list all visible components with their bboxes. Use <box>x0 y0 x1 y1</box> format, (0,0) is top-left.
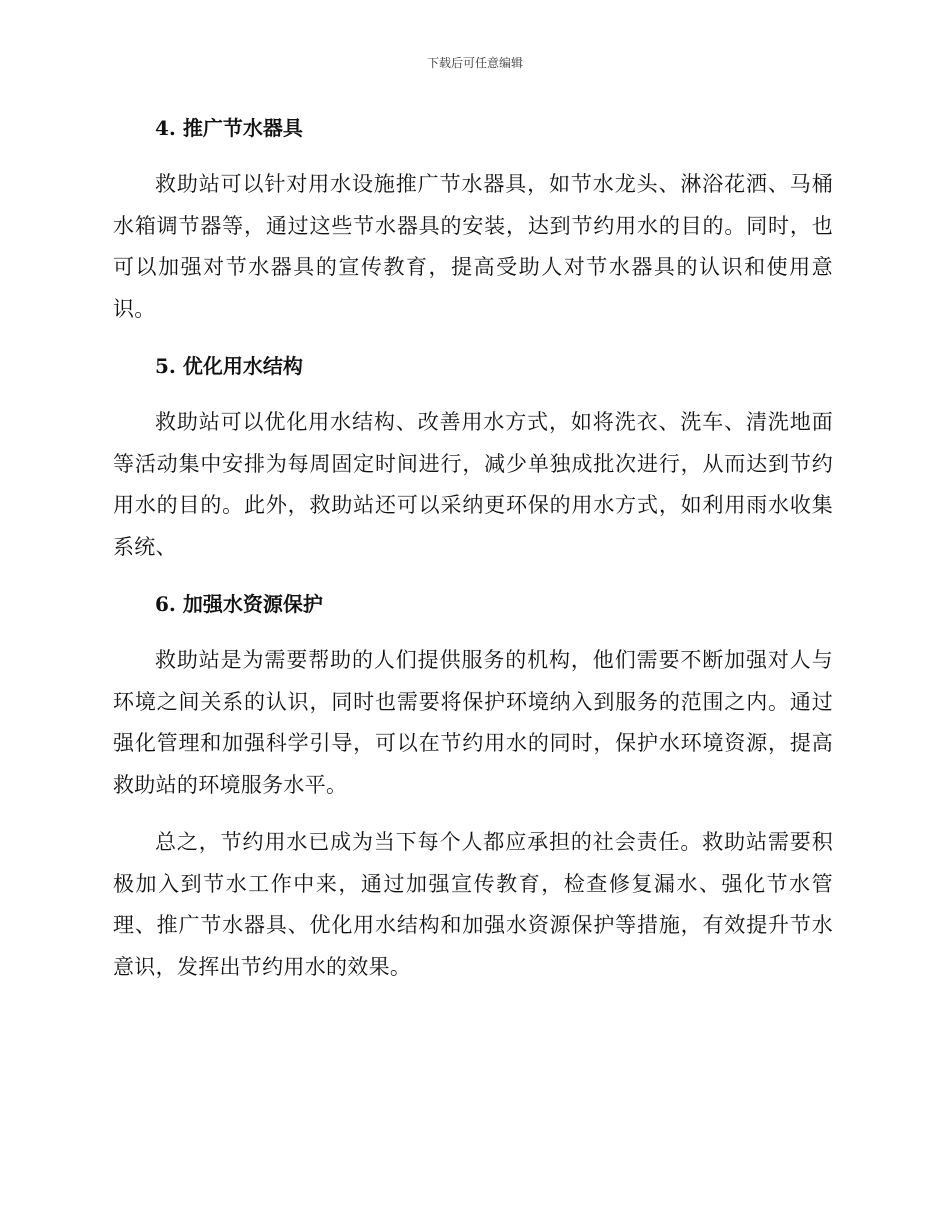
conclusion-paragraph: 总之，节约用水已成为当下每个人都应承担的社会责任。救助站需要积极加入到节水工作中来，通过加强宣传教育，检查修复漏水、强化节水管理、推广节水器具、优化用水结构和加强水资源保护等措施，有效提升节水意识，发挥出节约用水的效果。 <box>113 830 833 979</box>
document-body <box>113 108 833 1004</box>
section-heading-4: 4. 推广节水器具 <box>155 116 303 140</box>
page-header: 下载后可任意编辑 <box>426 56 523 70</box>
section-heading-6: 6. 加强水资源保护 <box>155 592 323 616</box>
section-paragraph-6: 救助站是为需要帮助的人们提供服务的机构，他们需要不断加强对人与环境之间关系的认识，同时也需要将保护环境纳入到服务的范围之内。通过强化管理和加强科学引导，可以在节约用水的同时，保护水环境资源，提高救助站的环境服务水平。 <box>113 648 833 797</box>
section-paragraph-4: 救助站可以针对用水设施推广节水器具，如节水龙头、淋浴花洒、马桶水箱调节器等，通过这些节水器具的安装，达到节约用水的目的。同时，也可以加强对节水器具的宣传教育，提高受助人对节水器具的认识和使用意识。 <box>113 172 833 321</box>
section-heading-5: 5. 优化用水结构 <box>155 354 303 378</box>
section-paragraph-5: 救助站可以优化用水结构、改善用水方式，如将洗衣、洗车、清洗地面等活动集中安排为每周固定时间进行，减少单独成批次进行，从而达到节约用水的目的。此外，救助站还可以采纳更环保的用水方式，如利用雨水收集系统、 <box>113 410 833 559</box>
